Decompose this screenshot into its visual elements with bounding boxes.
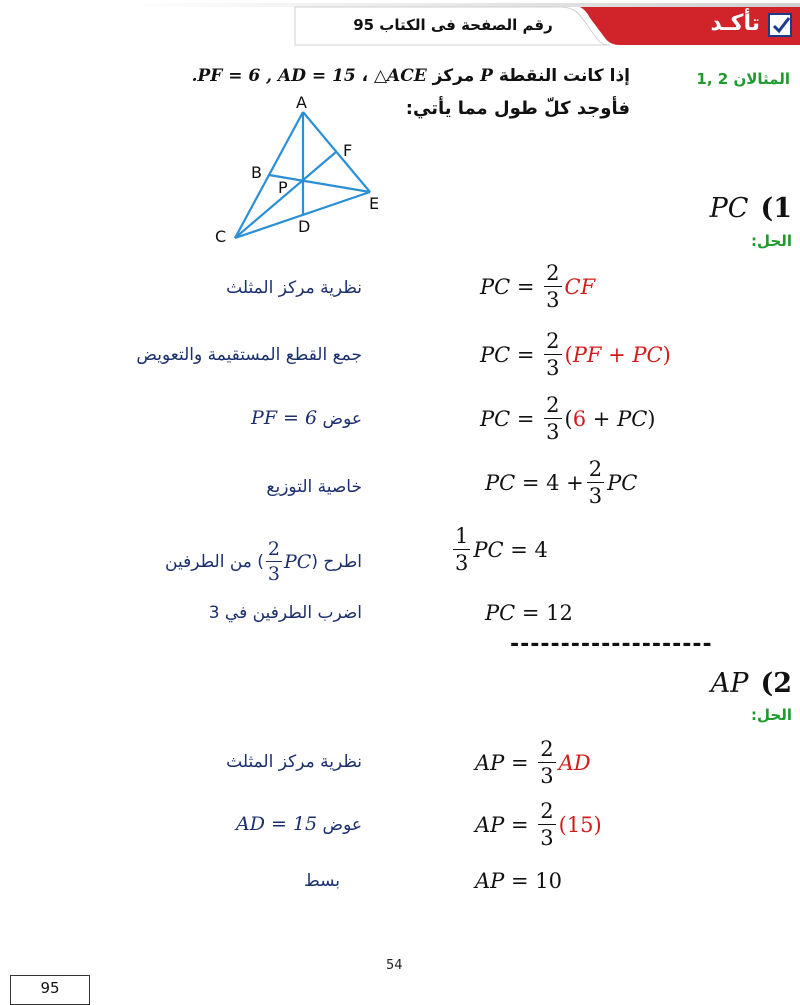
part2-step3-reason: بسط bbox=[303, 871, 340, 891]
part2-step1-equation: AP = $\frac{2}{3}$ AD bbox=[475, 737, 591, 788]
part1-heading bbox=[710, 193, 792, 224]
part1-step3-equation: PC = $\frac{2}{3}$ ( 6 + PC ) bbox=[480, 393, 656, 444]
part1-step5-reason-post: ) من الطرفين bbox=[165, 552, 264, 572]
statement-given: .PF = 6 , AD = 15 bbox=[191, 66, 356, 86]
triangle-figure bbox=[205, 92, 395, 252]
label-f: F bbox=[343, 141, 353, 160]
part1-step1-reason: نظرية مركز المثلث bbox=[226, 278, 362, 298]
part2-step2-reason-prefix: عوض bbox=[322, 815, 362, 835]
part2-heading bbox=[711, 668, 792, 699]
part2-solution-label: الحل: bbox=[751, 706, 792, 724]
side-ae bbox=[303, 112, 370, 192]
label-e: E bbox=[369, 194, 380, 213]
part1-solution-label: الحل: bbox=[751, 232, 792, 250]
problem-statement bbox=[192, 66, 630, 86]
label-p: P bbox=[278, 178, 288, 197]
part1-step2-reason: جمع القطع المستقيمة والتعويض bbox=[136, 345, 362, 365]
part1-step5-equation: $\frac{1}{3}$ PC = 4 bbox=[455, 524, 548, 575]
statement-point: P bbox=[480, 66, 493, 86]
badge-title: تأكـد bbox=[710, 11, 760, 36]
problem-instruction: فأوجد كلّ طول مما يأتي: bbox=[405, 98, 630, 119]
label-d: D bbox=[298, 217, 311, 236]
part2-step3-equation: AP = 10 bbox=[475, 869, 562, 893]
page-number-box: 95 bbox=[10, 975, 90, 1005]
part2-step2-reason bbox=[236, 813, 362, 835]
label-a: A bbox=[296, 93, 307, 112]
part2-step1-reason: نظرية مركز المثلث bbox=[226, 752, 362, 772]
statement-triangle: △ACE bbox=[373, 66, 427, 86]
statement-pre: إذا كانت النقطة bbox=[498, 66, 630, 86]
statement-sep: ، bbox=[361, 66, 369, 86]
part2-target: AP bbox=[710, 668, 749, 699]
part1-step4-equation: PC = 4 + $\frac{2}{3}$ PC bbox=[485, 457, 638, 508]
header-bar bbox=[120, 0, 800, 48]
part1-step6-equation: PC = 12 bbox=[485, 601, 573, 625]
part1-step3-reason-value: PF = 6 bbox=[251, 407, 318, 429]
part1-step4-reason: خاصية التوزيع bbox=[266, 477, 362, 497]
part1-step3-reason-prefix: عوض bbox=[322, 409, 362, 429]
part1-target: PC bbox=[709, 193, 749, 224]
check-badge bbox=[648, 11, 800, 43]
part1-step5-reason: اطرح ( $\frac{2}{3}$ PC ) من الطرفين bbox=[165, 538, 362, 585]
book-page-label: رقم الصفحة فى الكتاب 95 bbox=[353, 16, 553, 34]
label-c: C bbox=[215, 227, 227, 246]
page-number-center: 54 bbox=[386, 958, 403, 973]
part1-step2-equation: PC = $\frac{2}{3}$ (PF + PC) bbox=[480, 329, 671, 380]
statement-mid: مركز bbox=[432, 66, 475, 86]
label-b: B bbox=[251, 163, 262, 182]
part2-number: (2 bbox=[760, 668, 792, 699]
part1-number: (1 bbox=[760, 193, 792, 224]
part2-step2-equation: AP = $\frac{2}{3}$ (15) bbox=[475, 799, 602, 850]
part1-step3-reason bbox=[251, 407, 362, 429]
part1-step1-equation: PC = $\frac{2}{3}$ CF bbox=[480, 261, 596, 312]
part2-step2-reason-value: AD = 15 bbox=[235, 813, 318, 835]
part1-step5-reason-pre: اطرح ( bbox=[311, 552, 362, 572]
part1-step6-reason: اضرب الطرفين في 3 bbox=[208, 603, 362, 623]
examples-label: المثالان 2 ,1 bbox=[696, 70, 790, 88]
section-divider: -------------------- bbox=[510, 632, 713, 657]
checkbox-check-icon bbox=[768, 13, 792, 37]
